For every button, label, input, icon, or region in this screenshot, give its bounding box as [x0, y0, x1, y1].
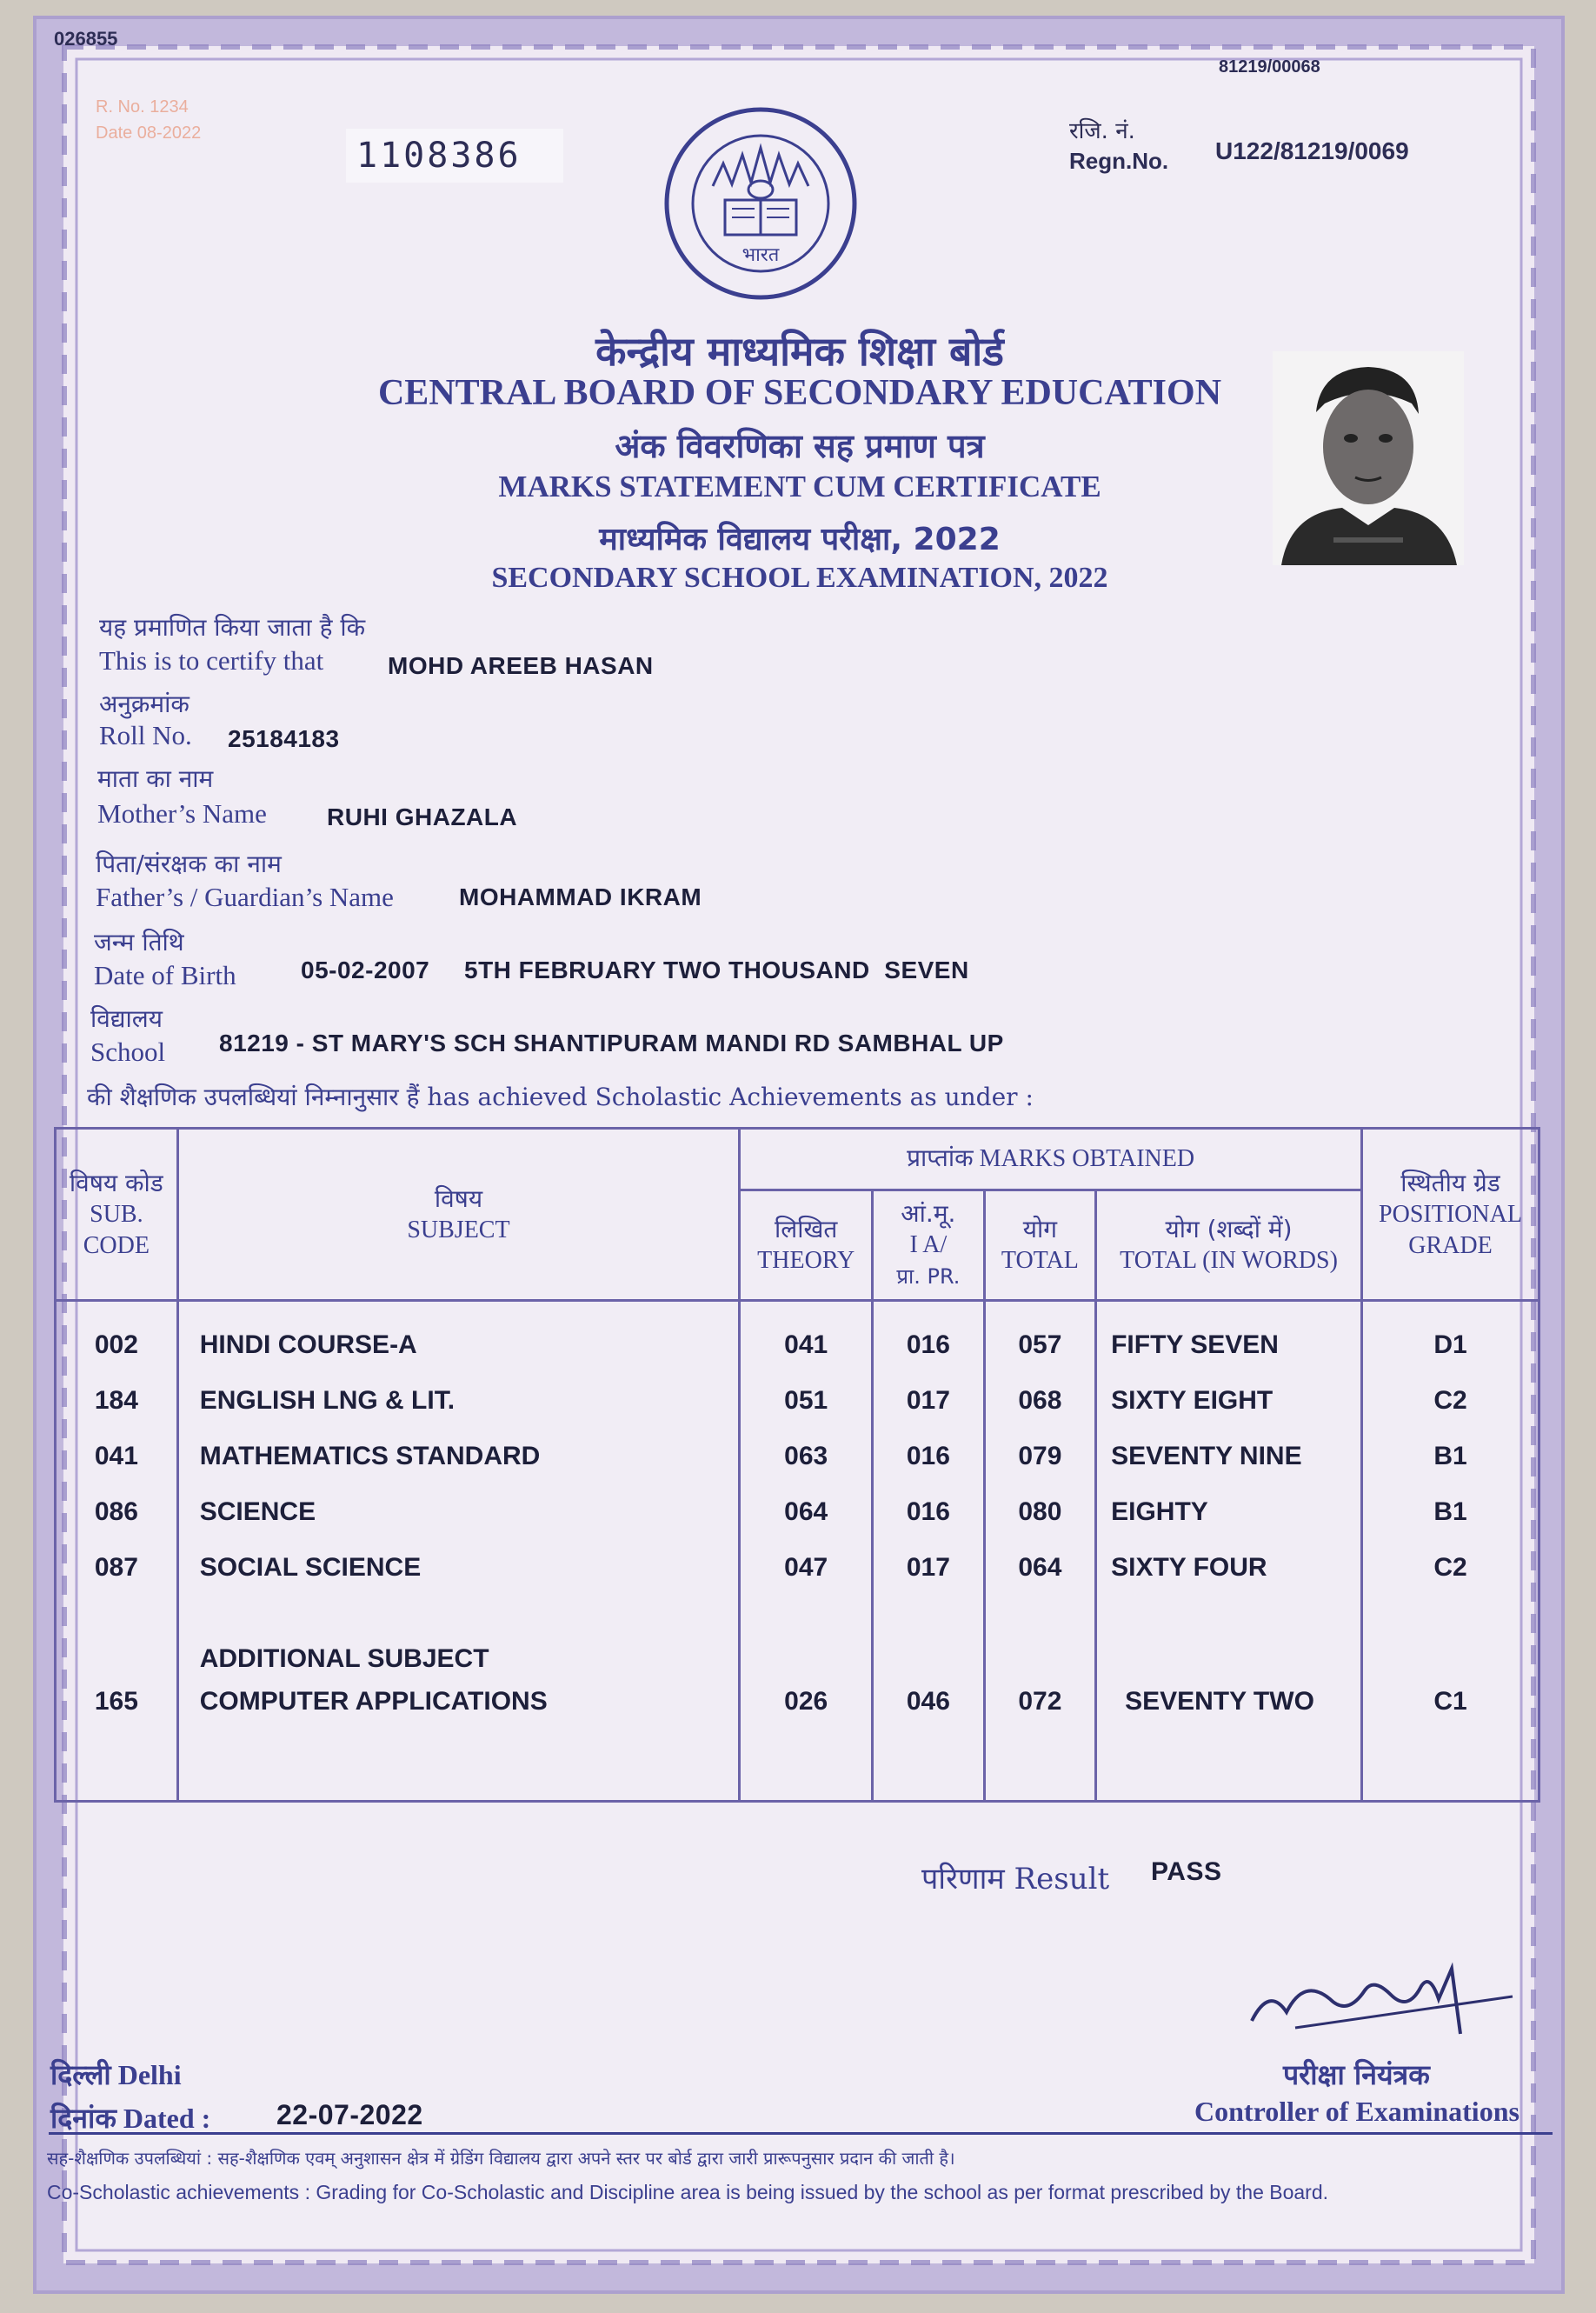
code-column — [56, 1301, 178, 1802]
header-total-hindi: योग — [1022, 1215, 1057, 1243]
total-cell: 064 — [1018, 1553, 1062, 1582]
mother-label-english: Mother’s Name — [97, 798, 267, 829]
words-cell: SIXTY EIGHT — [1111, 1386, 1273, 1415]
total-column — [984, 1301, 1095, 1802]
spacer — [874, 1730, 981, 1799]
header-ia-hindi: आं.मू. — [901, 1199, 956, 1228]
words-cell: SEVENTY TWO — [1125, 1687, 1314, 1716]
top-serial-number: 026855 — [54, 28, 118, 50]
registration-label — [1069, 117, 1168, 176]
grade-cell: B1 — [1433, 1497, 1467, 1526]
code-cell: 002 — [94, 1330, 138, 1359]
spacer — [1364, 1730, 1537, 1799]
issue-date: 22-07-2022 — [276, 2099, 423, 2130]
school-name: 81219 - ST MARY'S SCH SHANTIPURAM MANDI RD SAMBHAL UP — [219, 1030, 1004, 1057]
header-total-english: TOTAL — [1001, 1247, 1079, 1274]
achievements-intro: की शैक्षणिक उपलब्धियां निम्नानुसार हैं has achieved Scholastic Achievements as under : — [87, 1083, 1034, 1111]
header-grade-en1: POSITIONAL — [1379, 1200, 1522, 1228]
total-cell: 080 — [1018, 1497, 1062, 1526]
header-ia-english: I A/ — [909, 1231, 948, 1258]
grade-cell: C2 — [1433, 1386, 1467, 1415]
ia-cell: 046 — [906, 1687, 950, 1716]
spacer — [57, 1730, 176, 1799]
header-total-words-hindi: योग (शब्दों में) — [1165, 1215, 1293, 1243]
code-cell: 041 — [94, 1442, 138, 1470]
ia-cell: 017 — [906, 1386, 950, 1415]
school-label-hindi: विद्यालय — [90, 1004, 163, 1033]
father-label-hindi: पिता/संरक्षक का नाम — [96, 850, 282, 878]
footer-divider — [49, 2132, 1553, 2135]
stamp-line: Date 08-2022 — [96, 123, 202, 143]
grade-cell: B1 — [1433, 1442, 1467, 1470]
result-value: PASS — [1151, 1857, 1222, 1886]
header-subject-english: SUBJECT — [407, 1216, 510, 1243]
student-name: MOHD AREEB HASAN — [388, 652, 654, 679]
subject-cell: MATHEMATICS STANDARD — [199, 1442, 541, 1470]
ia-cell: 016 — [906, 1330, 950, 1359]
grade-column — [1362, 1301, 1539, 1802]
spacer — [741, 1730, 870, 1799]
total-cell: 057 — [1018, 1330, 1062, 1359]
father-label-english: Father’s / Guardian’s Name — [96, 882, 394, 912]
theory-cell: 063 — [784, 1442, 828, 1470]
certify-label-hindi: यह प्रमाणित किया जाता है कि — [99, 613, 366, 642]
code-cell: 184 — [94, 1386, 138, 1415]
subject-cell: SCIENCE — [199, 1497, 316, 1526]
roll-label-english: Roll No. — [99, 720, 192, 750]
header-total-words — [1096, 1190, 1362, 1301]
spacer — [987, 1596, 1094, 1674]
total-cell: 079 — [1018, 1442, 1062, 1470]
place-english: Delhi — [117, 2059, 182, 2090]
code-cell: 165 — [94, 1687, 138, 1716]
subject-cell: SOCIAL SCIENCE — [199, 1553, 422, 1582]
theory-cell: 047 — [784, 1553, 828, 1582]
dated-english: Dated : — [123, 2103, 211, 2134]
controller-signature — [1243, 1951, 1530, 2047]
controller-title-hindi: परीक्षा नियंत्रक — [1283, 2058, 1430, 2091]
ia-cell: 016 — [906, 1497, 950, 1526]
header-grade-en2: GRADE — [1408, 1231, 1493, 1259]
header-theory — [740, 1190, 873, 1301]
header-grade — [1362, 1129, 1539, 1301]
header-grade-hindi: स्थितीय ग्रेड — [1400, 1168, 1500, 1197]
place-hindi: दिल्ली — [50, 2058, 111, 2091]
words-column — [1096, 1301, 1362, 1802]
spacer — [1111, 1596, 1360, 1674]
header-ia — [873, 1190, 984, 1301]
spacer — [1364, 1596, 1537, 1674]
subject-column — [177, 1301, 739, 1802]
total-cell: 072 — [1018, 1687, 1062, 1716]
result-label: परिणाम Result — [921, 1862, 1110, 1896]
cbse-logo — [661, 103, 861, 308]
additional-subject-label: ADDITIONAL SUBJECT — [199, 1644, 489, 1673]
table-header-row — [56, 1129, 1539, 1190]
roll-label-hindi: अनुक्रमांक — [99, 690, 190, 718]
co-scholastic-note-hindi: सह-शैक्षणिक उपलब्धियां : सह-शैक्षणिक एवम् अनुशासन क्षेत्र में ग्रेडिंग विद्यालय द्वारा अपने स्तर पर बोर्ड द्वारा जारी प्रारूपनुसार प्रदान की जाती है। — [47, 2148, 955, 2169]
subject-cell: COMPUTER APPLICATIONS — [199, 1687, 548, 1716]
mother-label-hindi: माता का नाम — [97, 764, 214, 793]
spacer — [741, 1596, 870, 1674]
total-cell: 068 — [1018, 1386, 1062, 1415]
header-sub-code — [56, 1129, 178, 1301]
document-title-english: MARKS STATEMENT CUM CERTIFICATE — [498, 470, 1101, 503]
dob-label-hindi: जन्म तिथि — [94, 928, 184, 957]
ia-column — [873, 1301, 984, 1802]
logo-text: भारत — [741, 244, 780, 266]
ia-cell: 016 — [906, 1442, 950, 1470]
spacer — [874, 1596, 981, 1674]
grade-cell: C2 — [1433, 1553, 1467, 1582]
roll-number: 25184183 — [228, 725, 340, 752]
words-cell: SIXTY FOUR — [1111, 1553, 1267, 1582]
exam-title-english: SECONDARY SCHOOL EXAMINATION, 2022 — [491, 562, 1108, 594]
office-stamp — [96, 94, 313, 151]
dob-label-english: Date of Birth — [94, 960, 236, 990]
code-cell: 086 — [94, 1497, 138, 1526]
place — [50, 2056, 182, 2093]
header-marks-obtained: प्राप्तांक MARKS OBTAINED — [740, 1129, 1362, 1190]
stamp-line: R. No. 1234 — [96, 97, 189, 117]
subject-cell: HINDI COURSE-A — [199, 1330, 417, 1359]
dated-label — [50, 2099, 210, 2136]
header-sub-code-en1: SUB. — [90, 1200, 143, 1228]
table-body-row — [56, 1301, 1539, 1802]
certificate-number: 1108386 — [346, 129, 563, 183]
certify-label-english: This is to certify that — [99, 645, 324, 676]
words-cell: EIGHTY — [1111, 1497, 1208, 1526]
header-total — [984, 1190, 1095, 1301]
document-title-hindi: अंक विवरणिका सह प्रमाण पत्र — [615, 427, 985, 465]
header-theory-hindi: लिखित — [775, 1215, 838, 1243]
co-scholastic-note-english: Co-Scholastic achievements : Grading for Co-Scholastic and Discipline area is being issued by the school as per format prescribed by the Board. — [47, 2181, 1329, 2203]
registration-label-english: Regn.No. — [1069, 148, 1169, 174]
header-sub-code-en2: CODE — [83, 1231, 150, 1259]
right-serial-number: 81219/00068 — [1219, 57, 1320, 77]
words-cell: SEVENTY NINE — [1111, 1442, 1302, 1470]
spacer — [1111, 1730, 1360, 1799]
spacer — [200, 1730, 737, 1799]
words-cell: FIFTY SEVEN — [1111, 1330, 1279, 1359]
header-subject-hindi: विषय — [434, 1183, 483, 1213]
spacer — [57, 1596, 176, 1674]
subject-cell: ENGLISH LNG & LIT. — [199, 1386, 456, 1415]
date-of-birth: 05-02-2007 — [301, 957, 430, 983]
ia-cell: 017 — [906, 1553, 950, 1582]
board-title-english: CENTRAL BOARD OF SECONDARY EDUCATION — [377, 373, 1222, 413]
marks-table — [54, 1127, 1540, 1803]
code-cell: 087 — [94, 1553, 138, 1582]
student-photo — [1273, 351, 1464, 565]
spacer — [987, 1730, 1094, 1799]
header-ia-pr: प्रा. PR. — [896, 1264, 961, 1289]
theory-cell: 026 — [784, 1687, 828, 1716]
school-label-english: School — [90, 1037, 166, 1067]
date-of-birth-words: 5TH FEBRUARY TWO THOUSAND SEVEN — [464, 957, 969, 983]
dated-hindi: दिनांक — [50, 2102, 116, 2135]
father-name: MOHAMMAD IKRAM — [459, 883, 702, 910]
controller-title-english: Controller of Examinations — [1194, 2096, 1520, 2127]
theory-cell: 064 — [784, 1497, 828, 1526]
header-total-words-english: TOTAL (IN WORDS) — [1120, 1247, 1338, 1274]
grade-cell: D1 — [1433, 1330, 1467, 1359]
header-sub-code-hindi: विषय कोड — [69, 1168, 163, 1197]
mother-name: RUHI GHAZALA — [327, 803, 518, 830]
board-title-hindi: केन्द्रीय माध्यमिक शिक्षा बोर्ड — [595, 328, 1004, 375]
grade-cell: C1 — [1433, 1687, 1467, 1716]
header-subject — [177, 1129, 739, 1301]
header-theory-english: THEORY — [757, 1247, 855, 1274]
theory-cell: 041 — [784, 1330, 828, 1359]
theory-cell: 051 — [784, 1386, 828, 1415]
registration-number: U122/81219/0069 — [1215, 137, 1409, 164]
registration-label-hindi: रजि. नं. — [1069, 118, 1135, 144]
theory-column — [740, 1301, 873, 1802]
exam-title-hindi: माध्यमिक विद्यालय परीक्षा, 2022 — [599, 522, 1001, 557]
